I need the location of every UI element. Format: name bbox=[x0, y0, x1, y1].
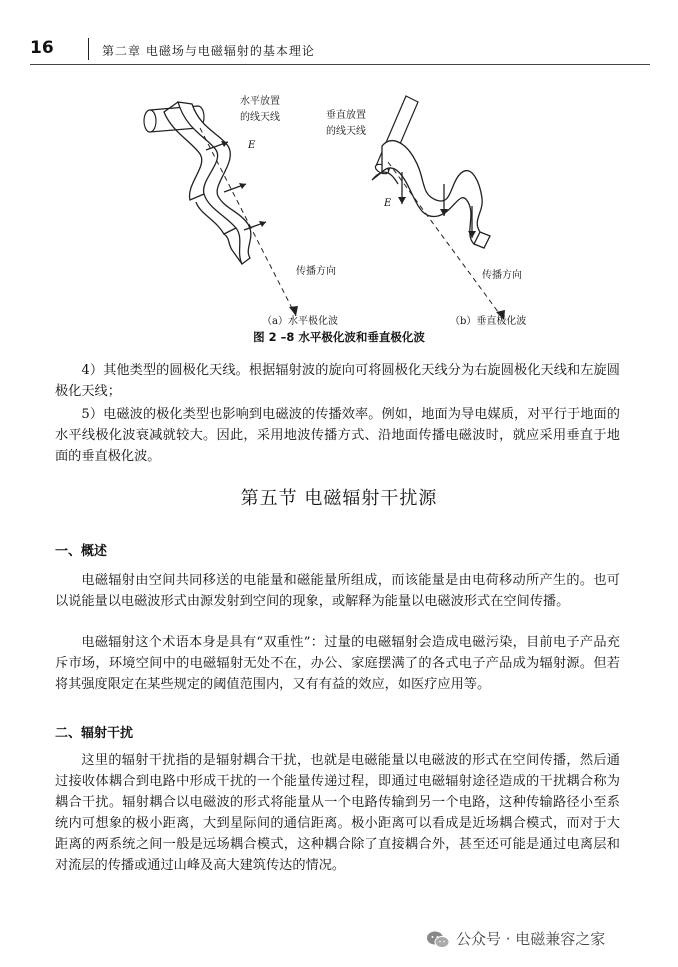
figure-caption: 图 2 –8 水平极化波和垂直极化波 bbox=[253, 330, 425, 344]
left-antenna-label bbox=[240, 94, 280, 126]
left-direction-label: 传播方向 bbox=[296, 266, 336, 277]
right-antenna-label-line1: 垂直放置 bbox=[326, 110, 366, 121]
right-sub-caption: （b）垂直极化波 bbox=[450, 316, 527, 327]
watermark bbox=[426, 928, 605, 950]
right-propagation-line bbox=[388, 162, 504, 320]
left-sub-caption: （a）水平极化波 bbox=[262, 316, 338, 327]
subsection-1-paragraph-2: 电磁辐射这个术语本身是具有“双重性”：过量的电磁辐射会造成电磁污染，目前电子产品充斥市场，环境空间中的电磁辐射无处不在，办公、家庭摆满了的各式电子产品成为辐射源。但若将其强度限定在某些规定的阈值范围内，又有有益的效应，如医疗应用等。 bbox=[55, 635, 620, 692]
section-title: 第五节 电磁辐射干扰源 bbox=[240, 488, 438, 509]
subsection-2-heading: 二、辐射干扰 bbox=[55, 726, 134, 741]
right-antenna-label-line2: 的线天线 bbox=[326, 126, 366, 137]
paragraph-item-4: 4）其他类型的圆极化天线。根据辐射波的旋向可将圆极化天线分为右旋圆极化天线和左旋圆极化天线； bbox=[55, 363, 620, 399]
watermark-text: 公众号 · 电磁兼容之家 bbox=[456, 930, 606, 948]
polarization-figure bbox=[120, 88, 560, 348]
page-header bbox=[30, 36, 650, 66]
left-antenna-label-line2: 的线天线 bbox=[240, 112, 280, 123]
wechat-icon bbox=[426, 930, 450, 950]
left-antenna-label-line1: 水平放置 bbox=[240, 96, 280, 107]
paragraph-item-5: 5）电磁波的极化类型也影响到电磁波的传播效率。例如，地面为导电媒质，对平行于地面的水平线极化波衰减就较大。因此，采用地波传播方式、沿地面传播电磁波时，就应采用垂直于地面的垂直极化波。 bbox=[55, 407, 620, 464]
page-number: 16 bbox=[30, 38, 54, 58]
subsection-1-paragraph-1: 电磁辐射由空间共同移送的电能量和磁能量所组成，而该能量是由电荷移动所产生的。也可以说能量以电磁波形式由源发射到空间的现象，或解释为能量以电磁波形式在空间传播。 bbox=[55, 573, 620, 609]
right-antenna-label bbox=[326, 108, 366, 140]
subsection-2-paragraph-1: 这里的辐射干扰指的是辐射耦合干扰，也就是电磁能量以电磁波的形式在空间传播，然后通过接收体耦合到电路中形成干扰的一个能量传递过程，即通过电磁辐射途径造成的干扰耦合称为耦合干扰。辐射耦合以电磁波的形式将能量从一个电路传输到另一个电路，这种传输路径小至系统内可想象的极小距离，大到星际间的通信距离。极小距离可以看成是近场耦合模式，而对于大距离的两系统之间一般是远场耦合模式，这种耦合除了直接耦合外，甚至还可能是通过电离层和对流层的传播或通过山峰及高大建筑传达的情况。 bbox=[55, 753, 620, 873]
left-field-label: E bbox=[248, 140, 256, 151]
header-divider bbox=[88, 38, 89, 60]
header-rule bbox=[30, 64, 650, 65]
chapter-title: 第二章 电磁场与电磁辐射的基本理论 bbox=[102, 44, 315, 58]
right-field-label: E bbox=[384, 198, 392, 209]
subsection-1-heading: 一、概述 bbox=[55, 544, 108, 559]
right-direction-label: 传播方向 bbox=[482, 270, 522, 281]
